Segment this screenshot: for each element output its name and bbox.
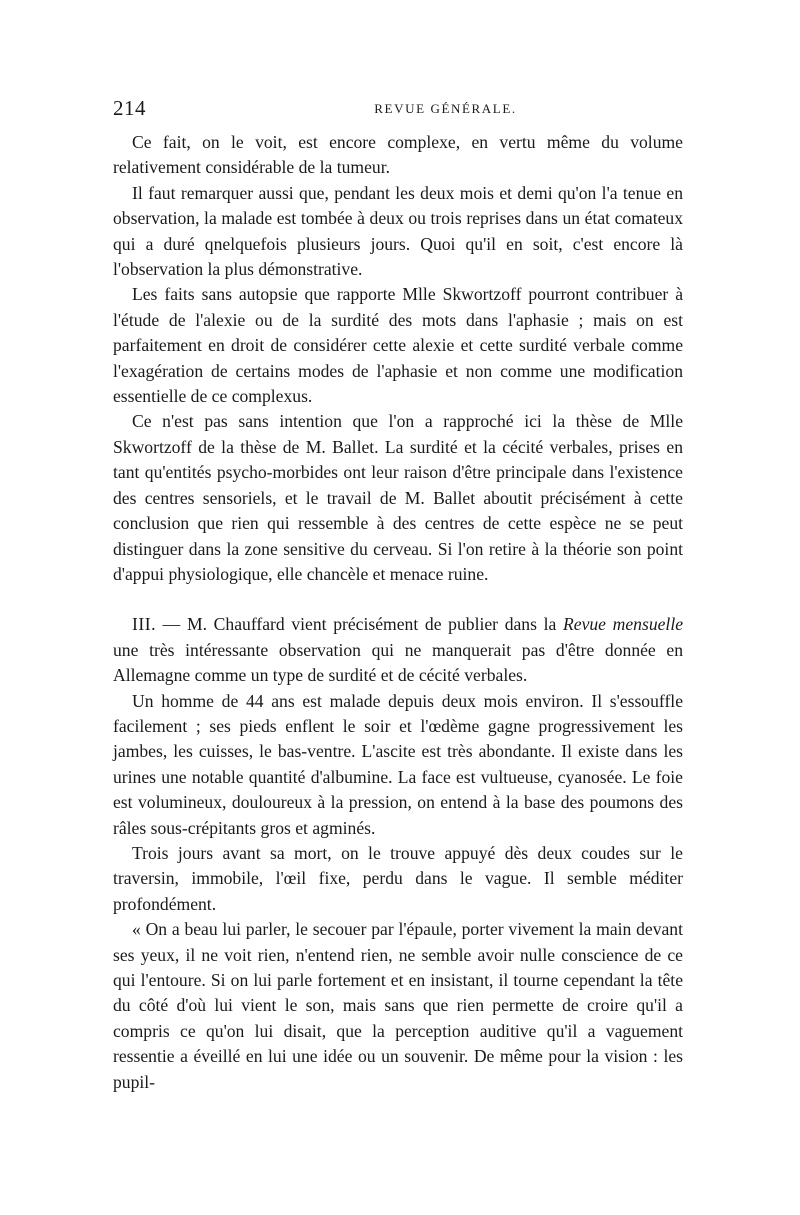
page-header <box>113 96 683 122</box>
paragraph: Trois jours avant sa mort, on le trouve appuyé dès deux coudes sur le traversin, immobile, l'œil fixe, perdu dans le vague. Il semble méditer profondément. <box>113 842 683 914</box>
intro-text: M. Chauffard vient précisément de publier dans la <box>186 614 564 635</box>
page-number: 214 <box>113 96 146 120</box>
em-dash: — <box>155 614 187 635</box>
section-number: III. <box>132 614 156 635</box>
paragraph: Il faut remarquer aussi que, pendant les deux mois et demi qu'on l'a tenue en observation, la malade est tombée à deux ou trois reprises dans un état comateux qui a duré qnelquefois plusieurs jours. Quoi qu'il en soit, c'est encore là l'observation la plus démonstrative. <box>113 182 683 280</box>
paragraph: Ce fait, on le voit, est encore complexe, en vertu même du volume relativement considérable de la tumeur. <box>113 132 683 178</box>
intro-text-continued: une très intéressante observation qui ne manquerait pas d'être donnée en Allemagne comme un type de surdité et de cécité verbales. <box>113 639 683 686</box>
running-head: REVUE GÉNÉRALE. <box>374 101 517 116</box>
paragraph: Un homme de 44 ans est malade depuis deux mois environ. Il s'essouffle facilement ; ses pieds enflent le soir et l'œdème gagne progressivement les jambes, les cuisses, le bas-ventre. L'ascite est très abondante. Il existe dans les urines une notable quantité d'albumine. La face est vultueuse, cyanosée. Le foie est volumineux, douloureux à la pression, on entend à la base des poumons des râles sous-crépitants gros et agminés. <box>113 690 683 838</box>
paragraph: « On a beau lui parler, le secouer par l'épaule, porter vivement la main devant ses yeux, il ne voit rien, n'entend rien, ne semble avoir nulle conscience de ce qui l'entoure. Si on lui parle fortement et en insistant, il tourne cependant la tête du côté d'où lui vient le son, mais sans que rien permette de croire qu'il a compris ce qu'on lui disait, que la perception auditive qu'il a vaguement ressentie a éveillé en lui une idée ou un souvenir. De même pour la vision : les pupil- <box>113 919 683 1092</box>
body-text <box>113 130 683 1095</box>
paragraph: Les faits sans autopsie que rapporte Mlle Skwortzoff pourront contribuer à l'étude de l'alexie ou de la surdité des mots dans l'aphasie ; mais on est parfaitement en droit de considérer cette alexie et cette surdité verbale comme l'exagération de certains modes de l'aphasie et non comme une modification essentielle de ce complexus. <box>113 284 683 407</box>
section-break <box>113 587 683 612</box>
paragraph: Ce n'est pas sans intention que l'on a rapproché ici la thèse de Mlle Skwortzoff de la thèse de M. Ballet. La surdité et la cécité verbales, prises en tant qu'entités psycho-morbides ont leur raison d'être principale dans l'existence des centres sensoriels, et le travail de M. Ballet aboutit précisément à cette conclusion que rien qui ressemble à des centres de cette espèce ne se peut distinguer dans la zone sensitive du cerveau. Si l'on retire à la théorie son point d'appui physiologique, elle chancèle et menace ruine. <box>113 411 683 584</box>
journal-title: Revue mensuelle <box>563 614 684 635</box>
section-intro-paragraph <box>113 612 683 688</box>
